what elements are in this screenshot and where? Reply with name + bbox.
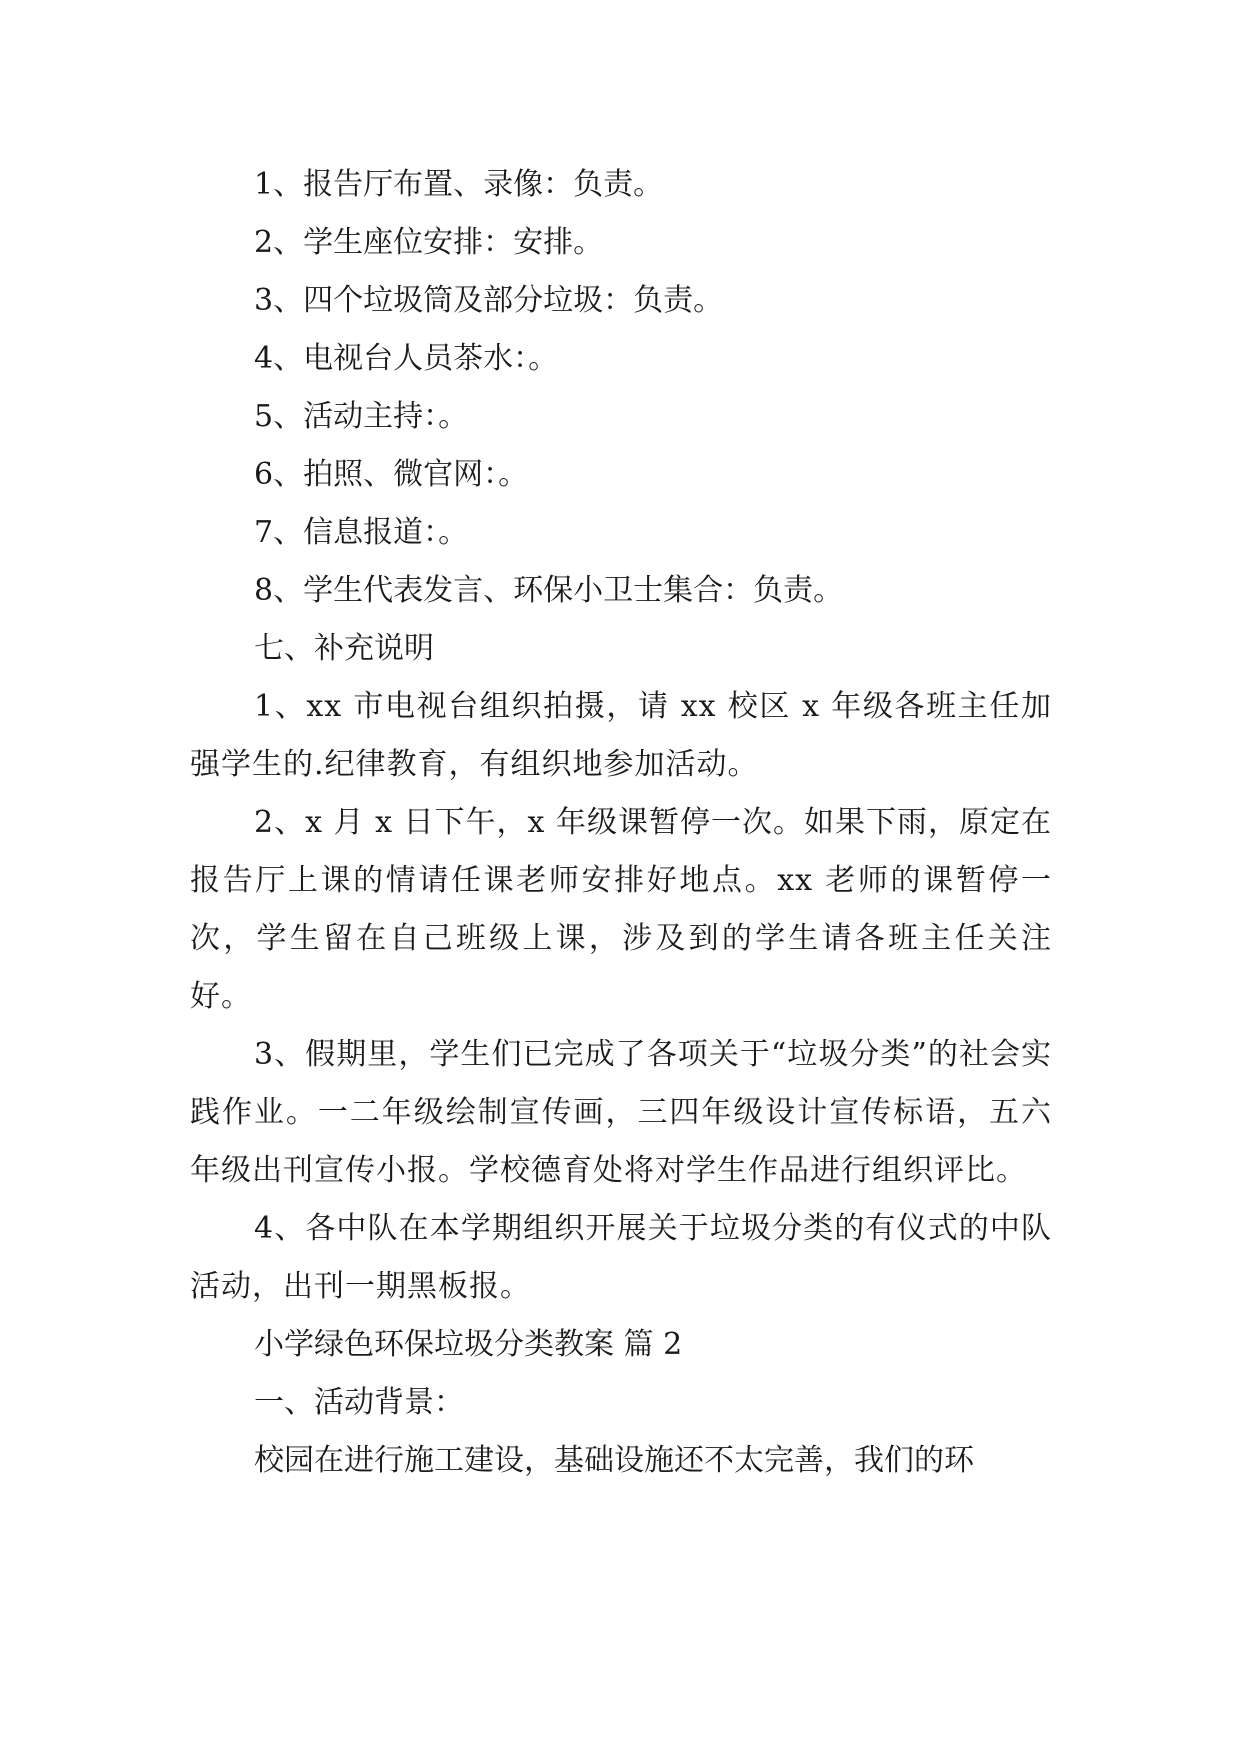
list-item: 7、信息报道：。 bbox=[254, 515, 469, 550]
document-body bbox=[190, 156, 1052, 1490]
section-heading: 一、活动背景： bbox=[254, 1385, 464, 1420]
note-paragraph: 3、假期里，学生们已完成了各项关于“垃圾分类”的社会实践作业。一二年级绘制宣传画，三四年级设计宣传标语，五六年级出刊宣传小报。学校德育处将对学生作品进行组织评比。 bbox=[190, 1037, 1052, 1188]
list-item: 8、学生代表发言、环保小卫士集合：负责。 bbox=[254, 573, 844, 608]
list-item: 1、报告厅布置、录像：负责。 bbox=[254, 167, 664, 202]
list-item: 2、学生座位安排：安排。 bbox=[254, 225, 604, 260]
article-title: 小学绿色环保垃圾分类教案 篇 2 bbox=[254, 1327, 683, 1362]
body-paragraph: 校园在进行施工建设，基础设施还不太完善，我们的环 bbox=[254, 1443, 974, 1478]
note-paragraph: 4、各中队在本学期组织开展关于垃圾分类的有仪式的中队活动，出刊一期黑板报。 bbox=[190, 1211, 1052, 1304]
list-item: 3、四个垃圾筒及部分垃圾：负责。 bbox=[254, 283, 724, 318]
note-paragraph: 2、x 月 x 日下午，x 年级课暂停一次。如果下雨，原定在报告厅上课的情请任课老师安排好地点。xx 老师的课暂停一次，学生留在自己班级上课，涉及到的学生请各班主任关注好。 bbox=[190, 805, 1052, 1014]
list-item: 4、电视台人员茶水：。 bbox=[254, 341, 559, 376]
list-item: 5、活动主持：。 bbox=[254, 399, 469, 434]
section-heading: 七、补充说明 bbox=[254, 631, 434, 666]
note-paragraph: 1、xx 市电视台组织拍摄，请 xx 校区 x 年级各班主任加强学生的.纪律教育，有组织地参加活动。 bbox=[190, 689, 1052, 782]
list-item: 6、拍照、微官网：。 bbox=[254, 457, 529, 492]
